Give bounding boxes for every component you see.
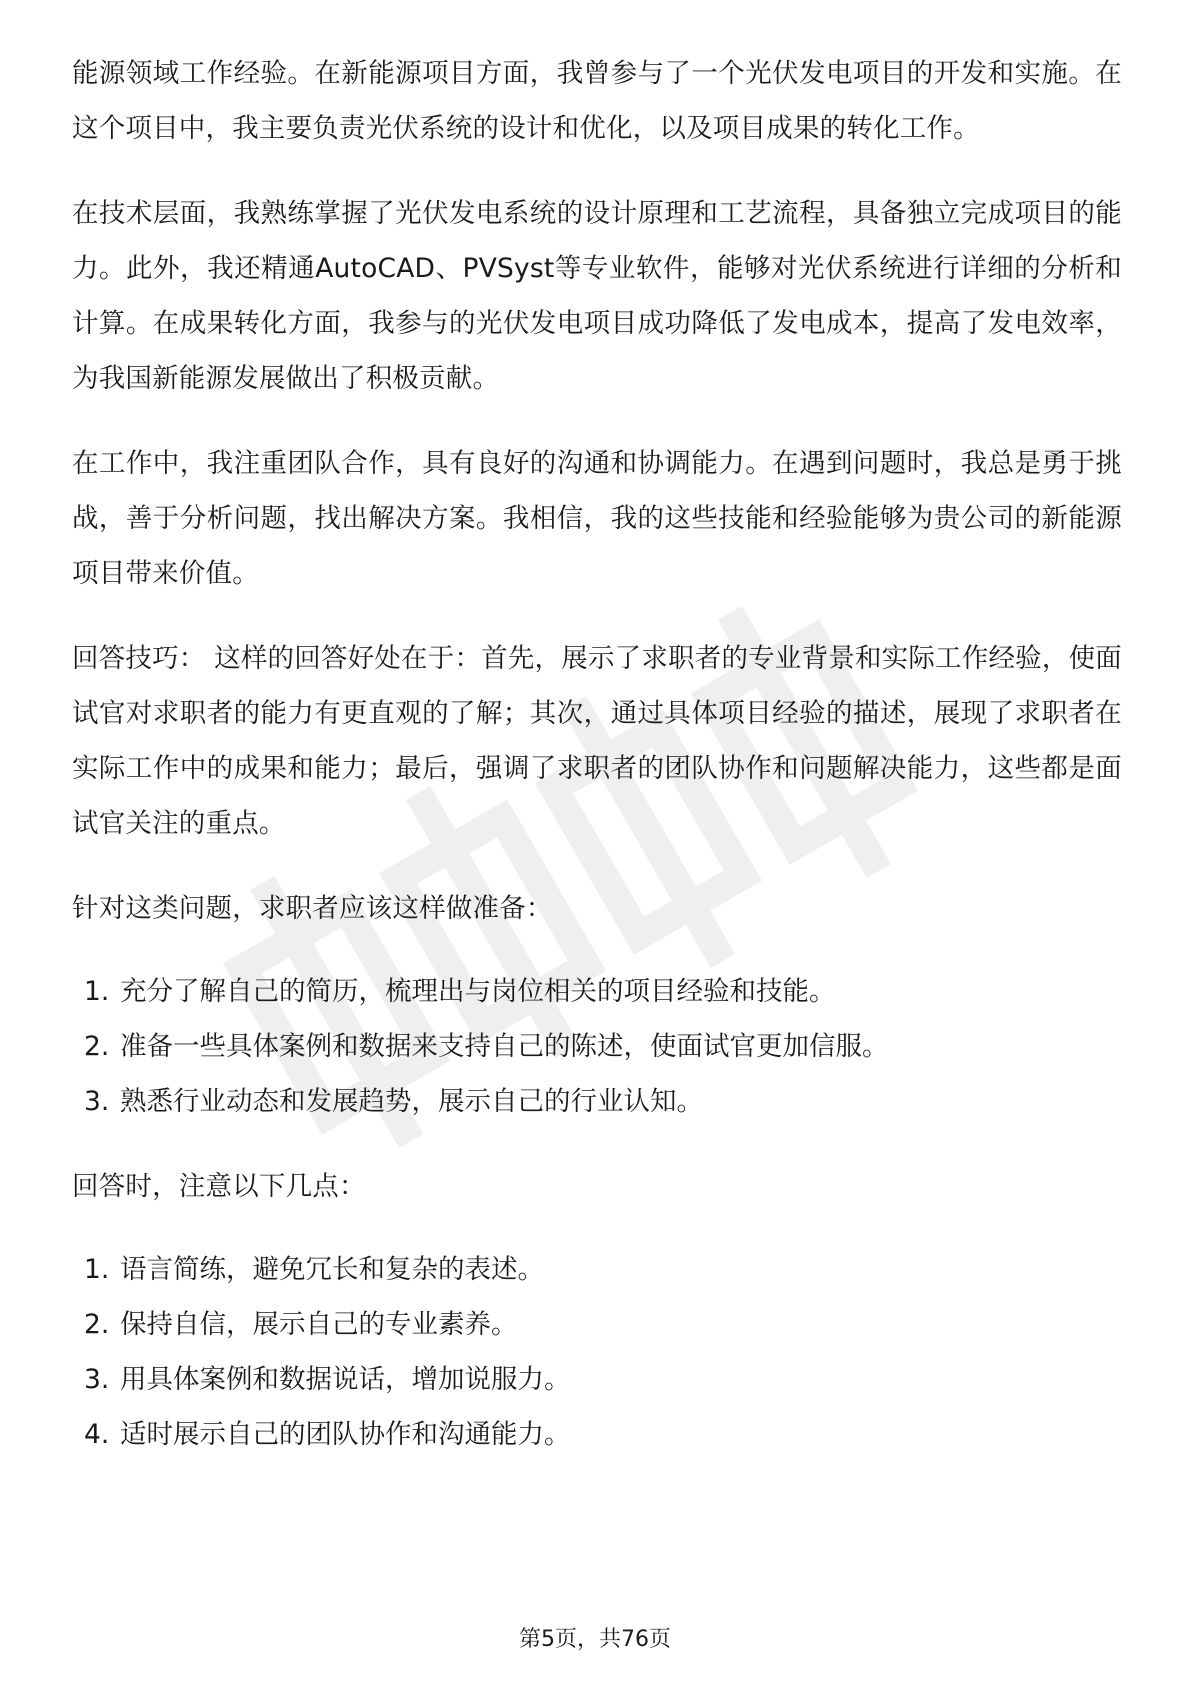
page-footer: 第5页，共76页	[519, 1627, 671, 1652]
list-item	[72, 1407, 1122, 1462]
prep-heading: 针对这类问题，求职者应该这样做准备：	[72, 893, 553, 924]
list-item	[72, 1297, 1122, 1352]
list-number: 1.	[84, 1254, 110, 1285]
list-number: 4.	[84, 1419, 110, 1450]
list-number: 2.	[84, 1031, 110, 1062]
list-text: 熟悉行业动态和发展趋势，展示自己的行业认知。	[120, 1086, 703, 1117]
list-text: 准备一些具体案例和数据来支持自己的陈述，使面试官更加信服。	[120, 1031, 889, 1062]
paragraph-technical: 在技术层面，我熟练掌握了光伏发电系统的设计原理和工艺流程，具备独立完成项目的能力。此外，我还精通AutoCAD、PVSyst等专业软件，能够对光伏系统进行详细的分析和计算。在成果转化方面，我参与的光伏发电项目成功降低了发电成本，提高了发电效率，为我国新能源发展做出了积极贡献。	[72, 198, 1122, 394]
list-item	[72, 1019, 1122, 1074]
list-text: 保持自信，展示自己的专业素养。	[120, 1309, 518, 1340]
list-number: 1.	[84, 976, 110, 1007]
list-number: 3.	[84, 1364, 110, 1395]
list-number: 2.	[84, 1309, 110, 1340]
paragraph-teamwork: 在工作中，我注重团队合作，具有良好的沟通和协调能力。在遇到问题时，我总是勇于挑战，善于分析问题，找出解决方案。我相信，我的这些技能和经验能够为贵公司的新能源项目带来价值。	[72, 448, 1122, 589]
list-text: 语言简练，避免冗长和复杂的表述。	[120, 1254, 544, 1285]
notes-heading: 回答时，注意以下几点：	[72, 1171, 366, 1202]
list-item	[72, 1242, 1122, 1297]
list-text: 适时展示自己的团队协作和沟通能力。	[120, 1419, 571, 1450]
list-text: 充分了解自己的简历，梳理出与岗位相关的项目经验和技能。	[120, 976, 836, 1007]
list-text: 用具体案例和数据说话，增加说服力。	[120, 1364, 571, 1395]
list-item	[72, 1352, 1122, 1407]
list-number: 3.	[84, 1086, 110, 1117]
list-item	[72, 1074, 1122, 1129]
paragraph-answer-tips: 回答技巧： 这样的回答好处在于：首先，展示了求职者的专业背景和实际工作经验，使面试官对求职者的能力有更直观的了解；其次，通过具体项目经验的描述，展现了求职者在实际工作中的成果和能力；最后，强调了求职者的团队协作和问题解决能力，这些都是面试官关注的重点。	[72, 643, 1122, 839]
list-item	[72, 964, 1122, 1019]
document-body	[72, 46, 1122, 1492]
prep-list	[72, 964, 1122, 1129]
paragraph-experience: 能源领域工作经验。在新能源项目方面，我曾参与了一个光伏发电项目的开发和实施。在这个项目中，我主要负责光伏系统的设计和优化，以及项目成果的转化工作。	[72, 58, 1122, 144]
notes-list	[72, 1242, 1122, 1462]
